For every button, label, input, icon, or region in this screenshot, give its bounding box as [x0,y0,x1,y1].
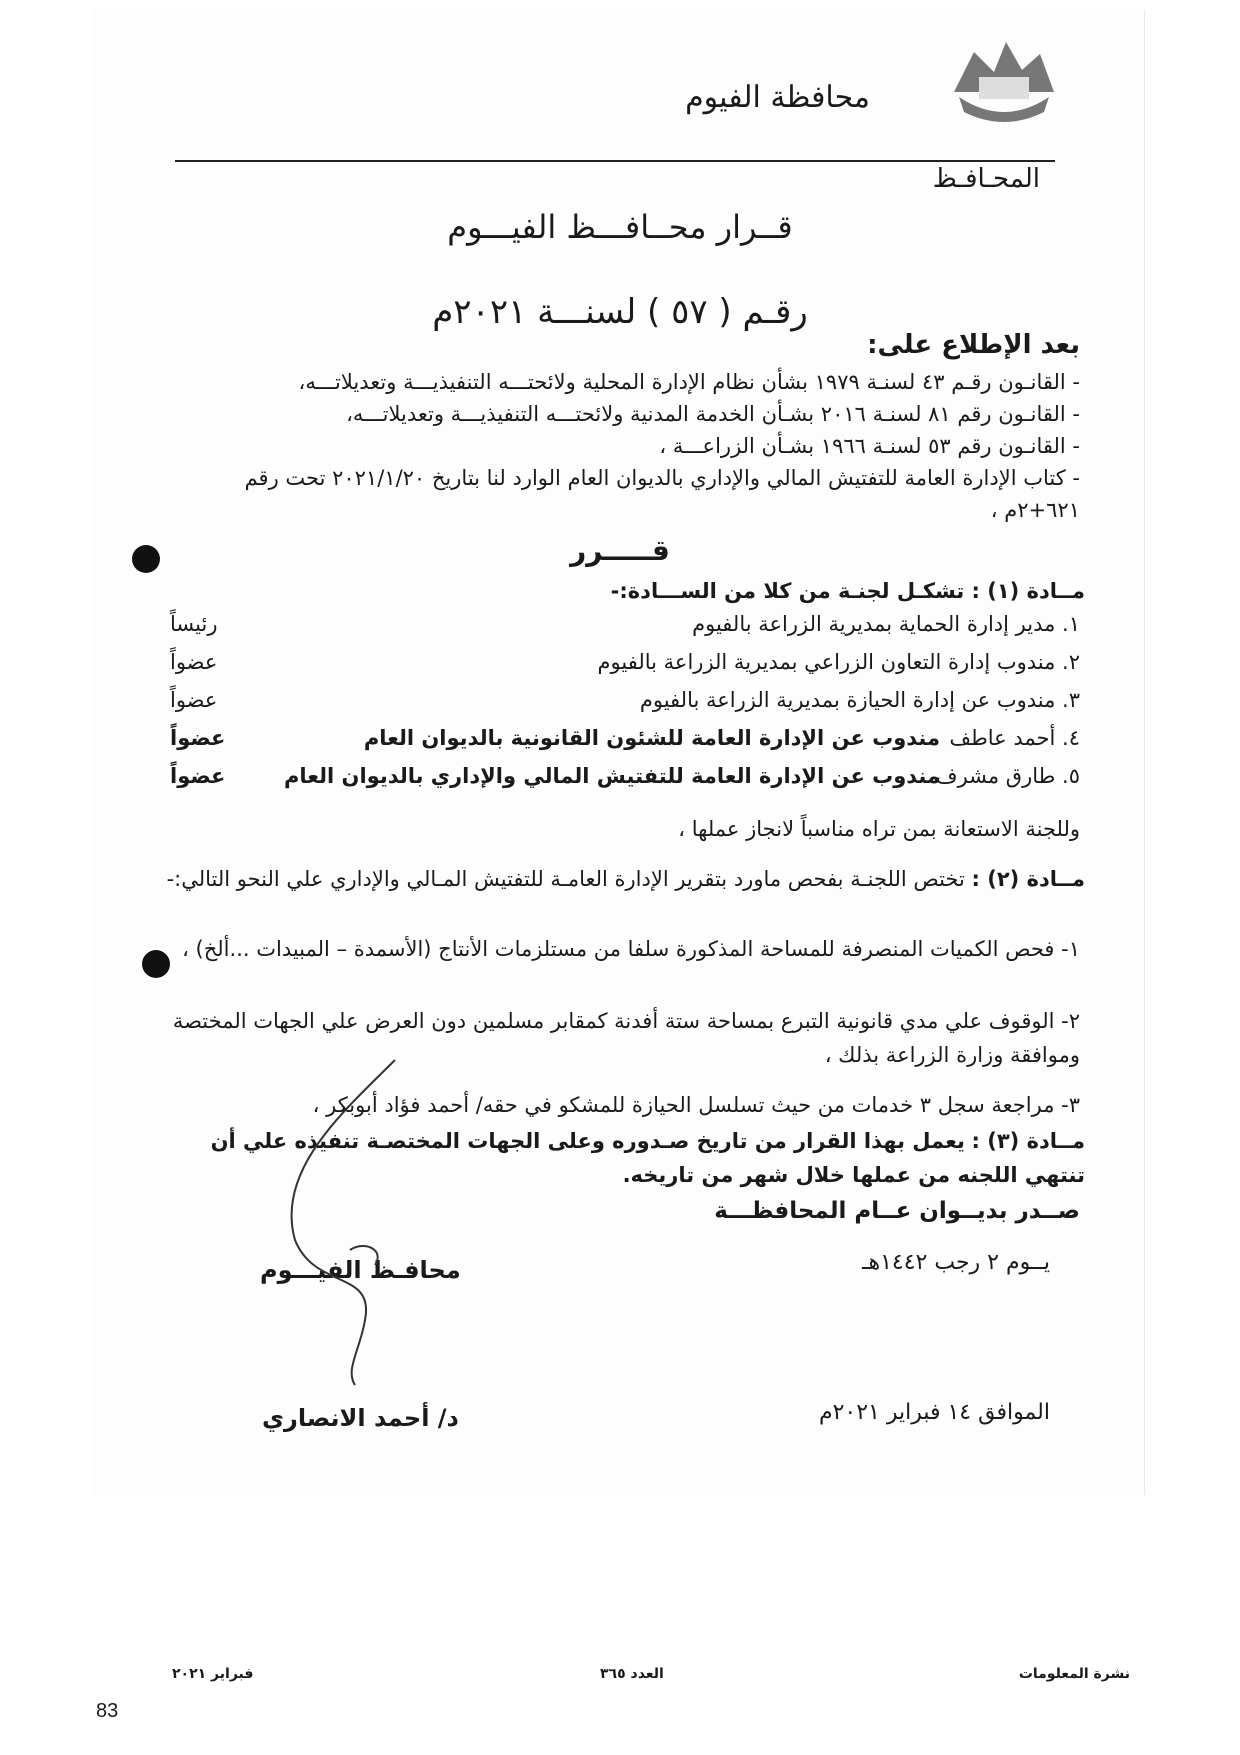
governorate-name: محافظة الفيوم [685,80,870,115]
page-number: 83 [96,1700,119,1722]
member-text: ١. مدير إدارة الحماية بمديرية الزراعة بالفيوم [692,612,1080,636]
member-name: ٥. طارق مشرف [935,764,1080,788]
handwritten-signature [255,1050,455,1390]
decides-heading: قـــــرر [570,534,670,567]
member-name: ٤. أحمد عاطف [949,726,1080,750]
member-row [170,688,1080,722]
decision-title: قــرار محــافـــظ الفيـــوم [447,208,793,246]
article3-heading: مــادة (٣) : [971,1129,1085,1153]
member-text: مندوب عن الإدارة العامة للتفتيش المالي والإداري بالديوان العام [284,764,940,788]
article2-text: تختص اللجنـة بفحص ماورد بتقرير الإدارة العامـة للتفتيش المـالي والإداري علي النحو التالي:- [166,867,965,891]
signatory-title: محافـظ الفيـــوم [260,1256,461,1284]
punch-hole [142,950,170,978]
footer-publication: نشرة المعلومات [1018,1666,1130,1682]
member-role: عضواً [170,688,218,712]
member-row [170,764,1080,798]
article2-item: ٣- مراجعة سجل ٣ خدمات من حيث تسلسل الحيازة للمشكو في حقه/ أحمد فؤاد أبوبكر ، [312,1093,1080,1117]
article2-item: ٢- الوقوف علي مدي قانونية التبرع بمساحة ستة أفدنة كمقابر مسلمين دون العرض علي الجهات المختصة وموافقة وزارة الزراعة بذلك ، [172,1009,1080,1067]
member-role: عضواً [170,764,226,788]
member-row [170,650,1080,684]
member-text: ٣. مندوب عن إدارة الحيازة بمديرية الزراعة بالفيوم [639,688,1080,712]
issued-line: صــدر بديــوان عــام المحافظـــة [714,1198,1080,1224]
preamble-intro: بعد الإطلاع على: [867,330,1080,360]
governorate-logo [944,32,1064,132]
member-role: رئيساً [170,612,218,636]
header-rule [175,160,1055,162]
member-row [170,612,1080,646]
footer-issue: العدد ٣٦٥ [600,1666,664,1682]
member-row [170,726,1080,760]
signatory-name: د/ أحمد الانصاري [262,1404,459,1432]
article2 [165,862,1085,896]
preamble-ref: - القانـون رقـم ٤٣ لسنـة ١٩٧٩ بشأن نظام الإدارة المحلية ولائحتـــه التنفيذيـــة وتعديلاتـــه، [298,370,1080,394]
article3-text: يعمل بهذا القرار من تاريخ صـدوره وعلى الجهات المختصـة تنفيذه علي أن تنتهي اللجنه من عملها خلال شهر من تاريخه. [210,1129,1085,1187]
date-hijri: يــوم ٢ رجب ١٤٤٢هـ [862,1250,1050,1275]
footer-date: فبراير ٢٠٢١ [172,1666,254,1682]
member-text: مندوب عن الإدارة العامة للشئون القانونية بالديوان العام [363,726,940,750]
date-gregorian: الموافق ١٤ فبراير ٢٠٢١م [818,1400,1050,1425]
article1-note: وللجنة الاستعانة بمن تراه مناسباً لانجاز عملها ، [678,817,1080,841]
article1-heading: مــادة (١) : تشكـل لجنـة من كلا من الســـادة:- [610,579,1085,603]
member-role: عضواً [170,726,226,750]
member-text: ٢. مندوب إدارة التعاون الزراعي بمديرية الزراعة بالفيوم [597,650,1080,674]
article2-item: ١- فحص الكميات المنصرفة للمساحة المذكورة سلفا من مستلزمات الأنتاج (الأسمدة – المبيدات ...ألخ) ، [182,937,1080,961]
decision-number: رقـم ( ٥٧ ) لسنـــة ٢٠٢١م [432,292,808,332]
preamble-ref: - كتاب الإدارة العامة للتفتيش المالي والإداري بالديوان العام الوارد لنا بتاريخ ٢٠٢١/١/٢٠ تحت رقم ٦٢١+٢م ، [244,466,1080,522]
preamble-ref: - القانـون رقم ٥٣ لسنـة ١٩٦٦ بشـأن الزراعـــة ، [659,434,1080,458]
preamble-ref: - القانـون رقم ٨١ لسنـة ٢٠١٦ بشـأن الخدمة المدنية ولائحتـــه التنفيذيـــة وتعديلاتـــه، [346,402,1080,426]
member-role: عضواً [170,650,218,674]
office-title: المحـافـظ [932,164,1040,194]
article2-heading: مــادة (٢) : [971,867,1085,891]
